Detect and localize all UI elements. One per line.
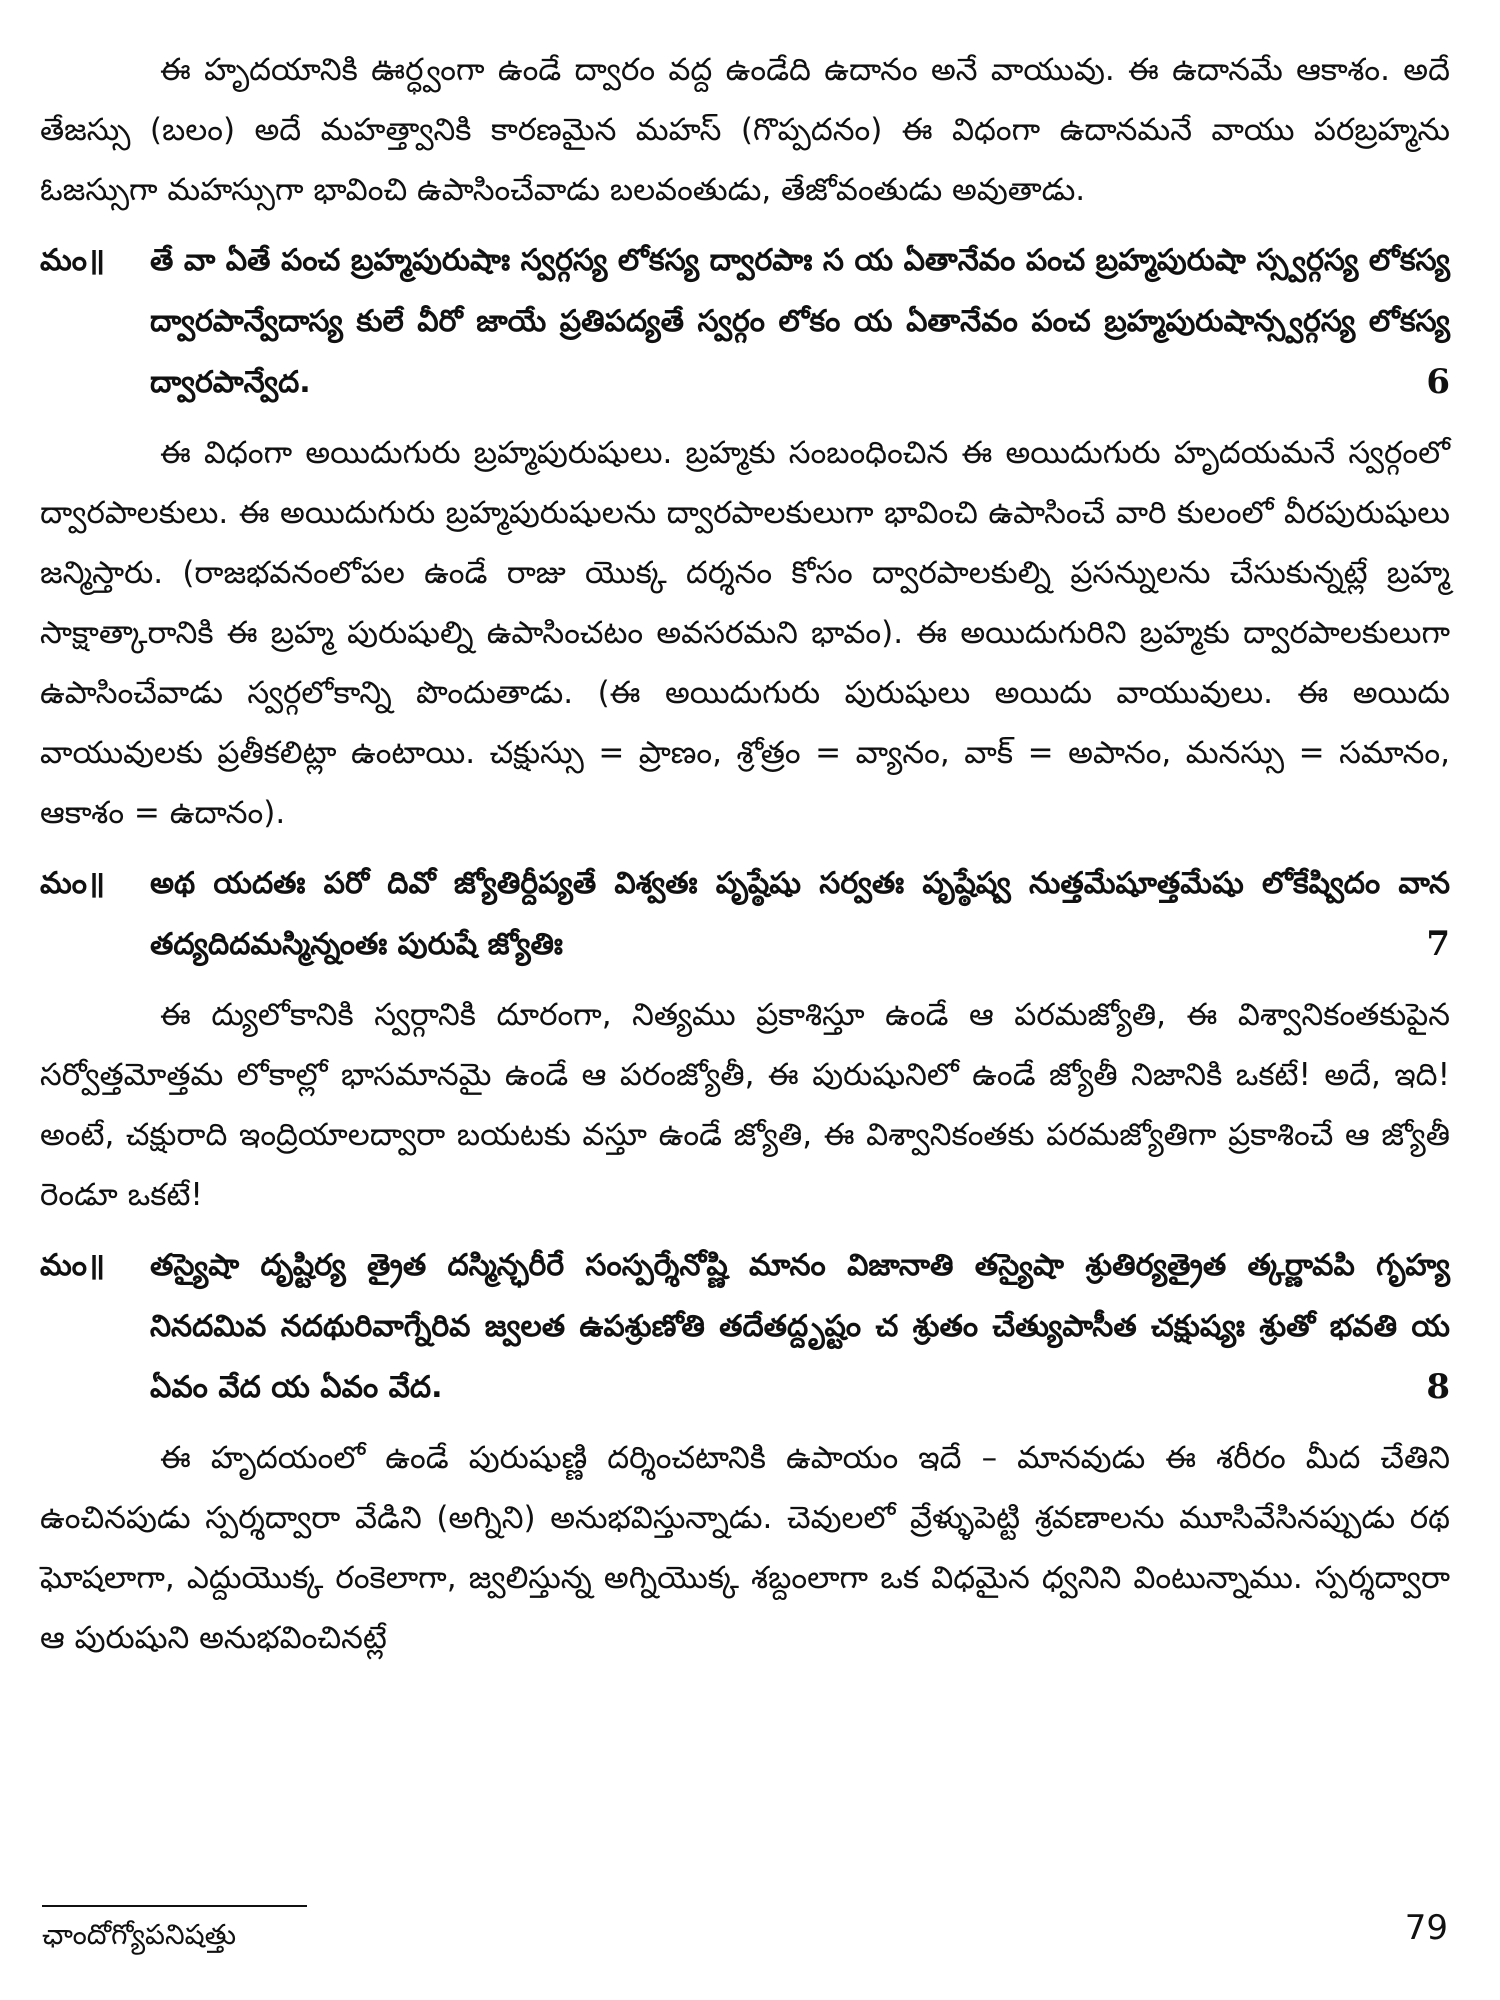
mantra-number: 6 <box>1426 362 1450 402</box>
mantra-label: మం॥ <box>40 243 105 278</box>
mantra-number: 8 <box>1426 1367 1450 1407</box>
mantra-text: తే వా ఏతే పంచ బ్రహ్మపురుషాః స్వర్గస్య లోకస్య ద్వారపాః స య ఏతానేవం పంచ బ్రహ్మపురుషా స్స్వర్గస్య లోకస్య ద్వారపాన్వేదాస్య కులే వీరో జాయే ప్రతిపద్యతే స్వర్గం లోకం య ఏతానేవం పంచ బ్రహ్మపురుషాన్స్వర్గస్య లోకస్య ద్వారపాన్వేద. <box>150 243 1450 400</box>
paragraph-hridaya-purusha: ఈ హృదయంలో ఉండే పురుషుణ్ణి దర్శించటానికి ఉపాయం ఇదే – మానవుడు ఈ శరీరం మీద చేతిని ఉంచినపుడు స్పర్శద్వారా వేడిని (అగ్నిని) అనుభవిస్తున్నాడు. చెవులలో వ్రేళ్ళుపెట్టి శ్రవణాలను మూసివేసినప్పుడు రథ ఘోషలాగా, ఎద్దుయొక్క రంకెలాగా, జ్వలిస్తున్న అగ్నియొక్క శబ్దంలాగా ఒక విధమైన ధ్వనిని వింటున్నాము. స్పర్శద్వారా ఆ పురుషుని అనుభవించినట్లే <box>40 1440 1450 1656</box>
mantra-label: మం॥ <box>40 1248 105 1283</box>
footer-title: ఛాందోగ్యోపనిషత్తు <box>42 1918 237 1951</box>
paragraph-param-jyoti: ఈ ద్యులోకానికి స్వర్గానికి దూరంగా, నిత్యము ప్రకాశిస్తూ ఉండే ఆ పరమజ్యోతి, ఈ విశ్వానికంతకుపైన సర్వోత్తమోత్తమ లోకాల్లో భాసమానమై ఉండే ఆ పరంజ్యోతీ, ఈ పురుషునిలో ఉండే జ్యోతీ నిజానికి ఒకటే! అదే, ఇది! అంటే, చక్షురాది ఇంద్రియాలద్వారా బయటకు వస్తూ ఉండే జ్యోతి, ఈ విశ్వానికంతకు పరమజ్యోతిగా ప్రకాశించే ఆ జ్యోతీ రెండూ ఒకటే! <box>40 997 1450 1213</box>
mantra-6 <box>40 230 1450 413</box>
mantra-text: అథ యదతః పరో దివో జ్యోతిర్దీప్యతే విశ్వతః పృష్ఠేషు సర్వతః పృష్ఠేష్వ నుత్తమేషూత్తమేషు లోకేష్విదం వాన తద్యదిదమస్మిన్నంతః పురుషే జ్యోతిః <box>150 866 1450 962</box>
footer-divider <box>42 1905 307 1907</box>
mantra-text: తస్యైషా దృష్టిర్య త్రైత దస్మిన్ఛరీరే సంస్పర్శేనోష్ణి మానం విజానాతి తస్యైషా శ్రుతిర్యత్రైత త్కర్ణావపి గృహ్య నినదమివ నదథురివాగ్నేరివ జ్వలత ఉపశ్రుణోతి తదేతద్దృష్టం చ శ్రుతం చేత్యుపాసీత చక్షుష్యః శ్రుతో భవతి య ఏవం వేద య ఏవం వేద. <box>150 1248 1450 1405</box>
paragraph-brahma-purushas: ఈ విధంగా అయిదుగురు బ్రహ్మపురుషులు. బ్రహ్మకు సంబంధించిన ఈ అయిదుగురు హృదయమనే స్వర్గంలో ద్వారపాలకులు. ఈ అయిదుగురు బ్రహ్మపురుషులను ద్వారపాలకులుగా భావించి ఉపాసించే వారి కులంలో వీరపురుషులు జన్మిస్తారు. (రాజభవనంలోపల ఉండే రాజు యొక్క దర్శనం కోసం ద్వారపాలకుల్ని ప్రసన్నులను చేసుకున్నట్లే బ్రహ్మ సాక్షాత్కారానికి ఈ బ్రహ్మ పురుషుల్ని ఉపాసించటం అవసరమని భావం). ఈ అయిదుగురిని బ్రహ్మకు ద్వారపాలకులుగా ఉపాసించేవాడు స్వర్గలోకాన్ని పొందుతాడు. (ఈ అయిదుగురు పురుషులు అయిదు వాయువులు. ఈ అయిదు వాయువులకు ప్రతీకలిట్లా ఉంటాయి. చక్షుస్సు = ప్రాణం, శ్రోత్రం = వ్యానం, వాక్ = అపానం, మనస్సు = సమానం, ఆకాశం = ఉదానం). <box>40 435 1450 831</box>
paragraph-udana: ఈ హృదయానికి ఊర్ధ్వంగా ఉండే ద్వారం వద్ద ఉండేది ఉదానం అనే వాయువు. ఈ ఉదానమే ఆకాశం. అదే తేజస్సు (బలం) అదే మహత్త్వానికి కారణమైన మహస్ (గొప్పదనం) ఈ విధంగా ఉదానమనే వాయు పరబ్రహ్మను ఓజస్సుగా మహస్సుగా భావించి ఉపాసించేవాడు బలవంతుడు, తేజోవంతుడు అవుతాడు. <box>40 52 1450 208</box>
mantra-number: 7 <box>1426 924 1450 964</box>
document-page <box>40 40 1450 1678</box>
mantra-8 <box>40 1235 1450 1418</box>
page-number: 79 <box>1404 1908 1448 1948</box>
mantra-label: మం॥ <box>40 866 105 901</box>
mantra-7 <box>40 853 1450 975</box>
